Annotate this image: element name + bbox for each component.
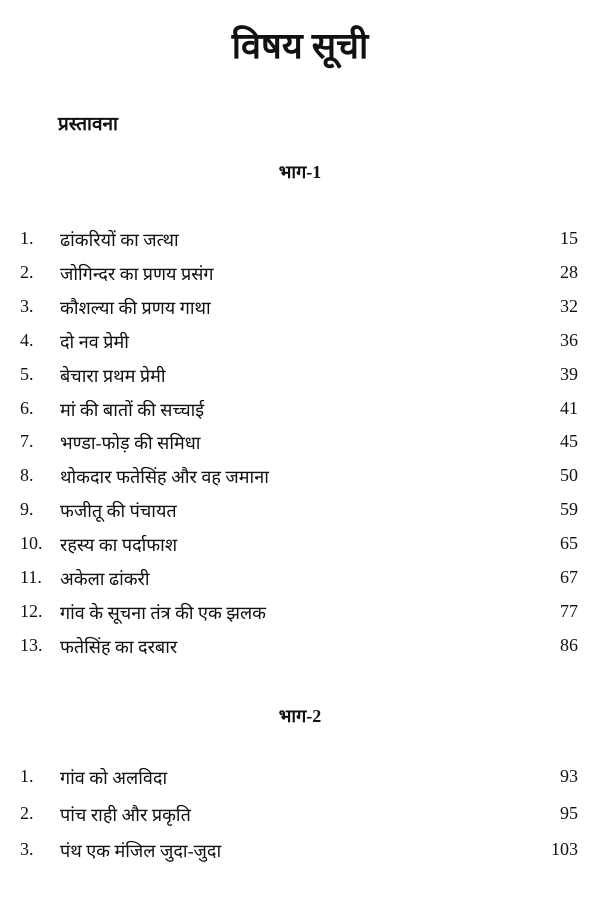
toc-entry — [0, 567, 600, 597]
entry-title: पंथ एक मंजिल जुदा-जुदा — [60, 841, 222, 861]
entry-number: 8. — [20, 465, 34, 486]
entry-page: 67 — [560, 567, 578, 587]
entry-number: 2. — [20, 261, 34, 282]
entry-title: फजीतू की पंचायत — [60, 501, 177, 522]
entry-page: 41 — [560, 397, 578, 418]
entry-title: फतेसिंह का दरबार — [60, 636, 178, 657]
entry-page: 103 — [551, 839, 578, 859]
entry-title: ढांकरियों का जत्था — [60, 230, 179, 250]
toc-entry — [0, 803, 600, 833]
part-1-heading: भाग-1 — [278, 162, 322, 182]
entry-page: 77 — [560, 600, 578, 621]
toc-entry — [0, 398, 600, 428]
entry-number: 11. — [20, 567, 42, 587]
intro-heading: प्रस्तावना — [58, 114, 118, 135]
entry-title: बेचारा प्रथम प्रेमी — [60, 365, 166, 386]
entry-title: गांव को अलविदा — [60, 768, 168, 788]
toc-entry — [0, 601, 600, 631]
toc-entry — [0, 431, 600, 461]
entry-number: 2. — [20, 802, 34, 823]
entry-title: मां की बातों की सच्चाई — [60, 399, 205, 420]
entry-title: गांव के सूचना तंत्र की एक झलक — [60, 602, 266, 623]
entry-title: कौशल्या की प्रणय गाथा — [60, 297, 211, 318]
entry-number: 13. — [20, 634, 43, 655]
toc-entry — [0, 635, 600, 665]
entry-page: 32 — [560, 295, 578, 316]
entry-title: भण्डा-फोड़ की समिधा — [60, 433, 201, 454]
entry-number: 1. — [20, 766, 34, 786]
entry-title: अकेला ढांकरी — [60, 569, 150, 589]
toc-entry — [0, 296, 600, 326]
entry-title: दो नव प्रेमी — [60, 331, 129, 352]
entry-number: 10. — [20, 533, 43, 554]
entry-page: 93 — [560, 766, 578, 786]
entry-title: रहस्य का पर्दाफाश — [60, 535, 178, 556]
entry-title: जोगिन्दर का प्रणय प्रसंग — [60, 263, 214, 284]
part-2-heading: भाग-2 — [278, 706, 322, 726]
entry-page: 95 — [560, 802, 578, 823]
entry-number: 3. — [20, 295, 34, 316]
entry-page: 36 — [560, 329, 578, 350]
entry-number: 5. — [20, 363, 34, 384]
toc-entry — [0, 262, 600, 292]
toc-entry — [0, 465, 600, 495]
entry-page: 65 — [560, 533, 578, 554]
entry-page: 59 — [560, 499, 578, 520]
entry-page: 50 — [560, 465, 578, 486]
entry-number: 9. — [20, 499, 34, 520]
entry-title: पांच राही और प्रकृति — [60, 804, 191, 825]
entry-number: 1. — [20, 228, 34, 248]
toc-entry — [0, 499, 600, 529]
entry-number: 12. — [20, 600, 43, 621]
entry-number: 3. — [20, 839, 34, 859]
entry-page: 45 — [560, 431, 578, 452]
toc-entry — [0, 839, 600, 869]
entry-page: 28 — [560, 261, 578, 282]
entry-number: 7. — [20, 431, 34, 452]
entry-title: थोकदार फतेसिंह और वह जमाना — [60, 467, 269, 488]
entry-page: 39 — [560, 363, 578, 384]
page-title: विषय सूची — [231, 26, 369, 66]
toc-entry — [0, 766, 600, 796]
toc-entry — [0, 364, 600, 394]
toc-entry — [0, 330, 600, 360]
toc-entry — [0, 533, 600, 563]
toc-entry — [0, 228, 600, 258]
entry-page: 15 — [560, 228, 578, 248]
entry-number: 6. — [20, 397, 34, 418]
entry-page: 86 — [560, 634, 578, 655]
entry-number: 4. — [20, 329, 34, 350]
